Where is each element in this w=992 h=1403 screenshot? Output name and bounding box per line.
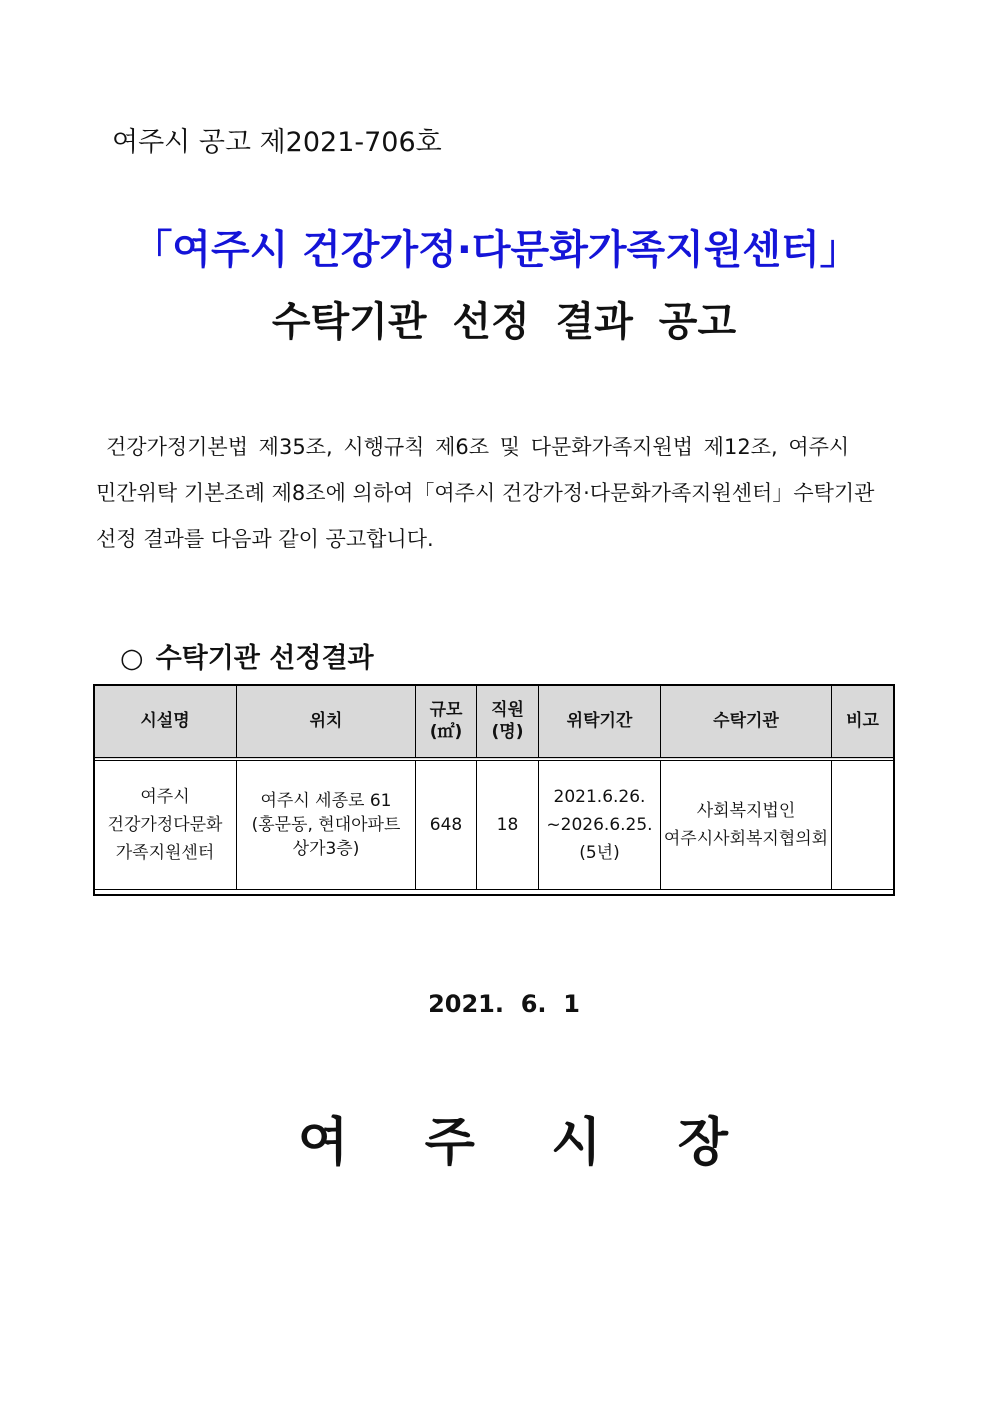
location-line: 여주시 세종로 61 xyxy=(260,791,392,811)
header-agency: 수탁기관 xyxy=(661,685,832,760)
location-line: 상가3층) xyxy=(292,839,360,859)
header-period: 위탁기간 xyxy=(539,685,661,760)
result-table xyxy=(93,684,894,890)
body-line-1: 건강가정기본법 제35조, 시행규칙 제6조 및 다문화가족지원법 제12조, 여주시 xyxy=(106,435,850,459)
header-location: 위치 xyxy=(237,685,416,760)
body-line-3: 선정 결과를 다음과 같이 공고합니다. xyxy=(96,527,434,551)
agency-line: 사회복지법인 xyxy=(696,801,796,821)
signature-char: 시 xyxy=(551,1113,602,1173)
section-heading-text: 수탁기관 선정결과 xyxy=(155,643,374,674)
header-staff-unit: (명) xyxy=(491,722,524,742)
cell-scale: 648 xyxy=(416,759,477,890)
cell-staff: 18 xyxy=(477,759,539,890)
cell-facility xyxy=(94,759,237,890)
cell-agency xyxy=(661,759,832,890)
mayor-signature xyxy=(298,1100,728,1175)
header-scale xyxy=(416,685,477,760)
header-staff xyxy=(477,685,539,760)
period-line: 2021.6.26. xyxy=(553,787,646,807)
agency-line: 여주시사회복지협의회 xyxy=(663,829,829,849)
period-line: ~2026.6.25. xyxy=(546,815,653,835)
facility-line: 건강가정다문화 xyxy=(107,815,223,835)
section-heading xyxy=(120,636,374,675)
header-remarks: 비고 xyxy=(832,685,894,760)
notice-date: 2021. 6. 1 xyxy=(428,990,580,1018)
cell-period xyxy=(539,759,661,890)
signature-char: 여 xyxy=(298,1113,349,1173)
header-scale-unit: (㎡) xyxy=(429,722,463,742)
cell-location xyxy=(237,759,416,890)
circle-bullet-icon: ○ xyxy=(120,643,144,674)
body-paragraph xyxy=(96,424,896,562)
body-line-2: 민간위탁 기본조례 제8조에 의하여「여주시 건강가정·다문화가족지원센터」수탁기관 xyxy=(96,481,875,505)
table-row xyxy=(94,759,894,890)
header-scale-label: 규모 xyxy=(429,700,463,720)
document-subtitle: 수탁기관 선정 결과 공고 xyxy=(271,299,737,345)
signature-char: 주 xyxy=(424,1113,475,1173)
header-facility: 시설명 xyxy=(94,685,237,760)
notice-number: 여주시 공고 제2021-706호 xyxy=(112,127,442,158)
header-staff-label: 직원 xyxy=(491,700,524,720)
period-line: (5년) xyxy=(579,843,620,863)
document-title: 「여주시 건강가정·다문화가족지원센터」 xyxy=(132,227,860,273)
signature-char: 장 xyxy=(677,1113,728,1173)
cell-remarks xyxy=(832,759,894,890)
table-header-row xyxy=(94,685,894,760)
facility-line: 여주시 xyxy=(140,787,190,807)
location-line: (홍문동, 현대아파트 xyxy=(251,815,401,835)
facility-line: 가족지원센터 xyxy=(115,843,215,863)
